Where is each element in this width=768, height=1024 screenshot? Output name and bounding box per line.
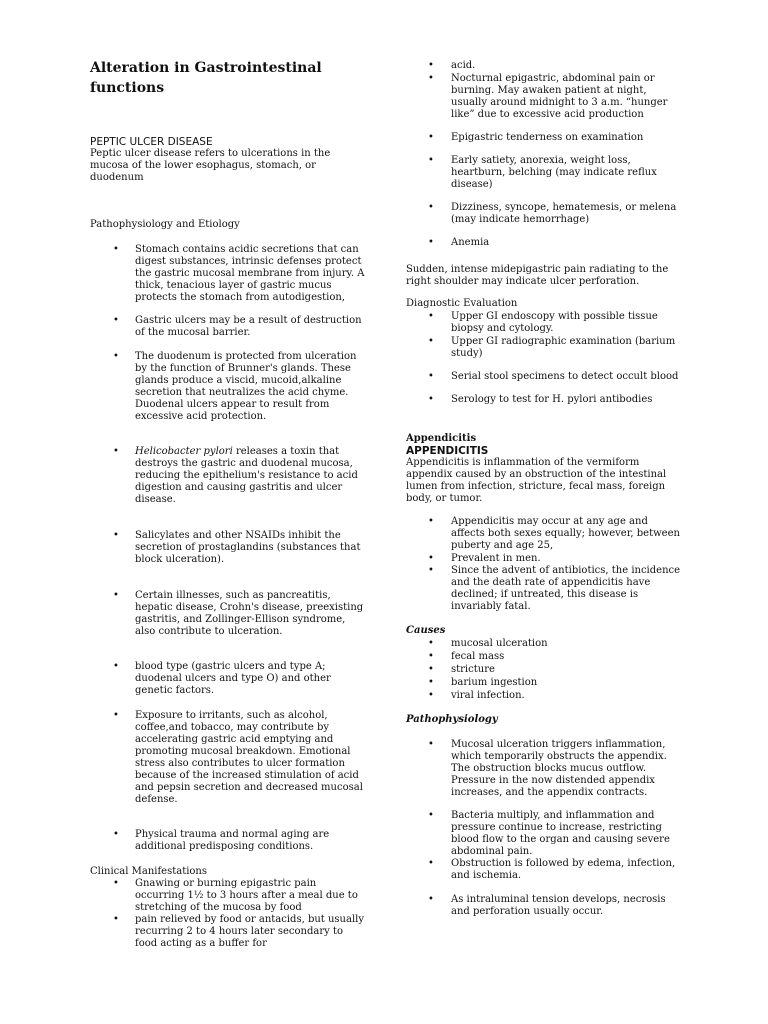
list-item: • Stomach contains acidic secretions that can digest substances, intrinsic defenses protect the gastric mucosal membrane from injury. A thick, tenacious layer of gastric mucus protects the stomach from autodigestion, bbox=[135, 244, 365, 304]
h-pylori-text: releases a toxin that destroys the gastric and duodenal mucosa, reducing the epithelium's resistance to acid digestion and causing gastritis and ulcer disease. bbox=[135, 446, 358, 505]
list-item: • Anemia bbox=[451, 237, 683, 249]
list-item: • Prevalent in men. bbox=[451, 553, 683, 565]
pud-heading: PEPTIC ULCER DISEASE bbox=[90, 136, 213, 148]
list-item: • Salicylates and other NSAIDs inhibit the secretion of prostaglandins (substances that block ulceration). bbox=[135, 530, 365, 566]
list-item: • Certain illnesses, such as pancreatitis, hepatic disease, Crohn's disease, preexisting gastritis, and Zollinger-Ellison syndrome, also contribute to ulceration. bbox=[135, 590, 365, 638]
appendicitis-intro: Appendicitis is inflammation of the vermiform appendix caused by an obstruction of the intestinal lumen from infection, stricture, fecal mass, foreign body, or tumor. bbox=[406, 457, 667, 504]
list-item: • Epigastric tenderness on examination bbox=[451, 132, 683, 144]
list-item: • pain relieved by food or antacids, but usually recurring 2 to 4 hours later secondary to food acting as a buffer for bbox=[135, 914, 365, 950]
list-item: • Nocturnal epigastric, abdominal pain or burning. May awaken patient at night, usually around midnight to 3 a.m. “hunger like” due to excessive acid production bbox=[451, 73, 683, 121]
list-item: • blood type (gastric ulcers and type A; duodenal ulcers and type O) and other genetic factors. bbox=[135, 661, 365, 697]
list-item: • The duodenum is protected from ulceration by the function of Brunner's glands. These glands produce a viscid, mucoid,alkaline secretion that neutralizes the acid chyme. Duodenal ulcers appear to result from excessive acid protection. bbox=[135, 351, 365, 423]
list-item: • Appendicitis may occur at any age and affects both sexes equally; however, between puberty and age 25, bbox=[451, 516, 683, 552]
list-item: • fecal mass bbox=[451, 651, 683, 663]
list-item: • Upper GI radiographic examination (barium study) bbox=[451, 336, 683, 360]
perforation-note: Sudden, intense midepigastric pain radiating to the right shoulder may indicate ulcer perforation. bbox=[406, 264, 669, 287]
list-item: • Dizziness, syncope, hematemesis, or melena (may indicate hemorrhage) bbox=[451, 202, 683, 226]
appendicitis-heading-caps: APPENDICITIS bbox=[406, 445, 489, 457]
list-item: • Gnawing or burning epigastric pain occurring 1½ to 3 hours after a meal due to stretching of the mucosa by food bbox=[135, 878, 365, 914]
list-item: • Exposure to irritants, such as alcohol, coffee,and tobacco, may contribute by accelerating gastric acid emptying and promoting mucosal breakdown. Emotional stress also contributes to ulcer formation because of the increased stimulation of acid and pepsin secretion and decreased mucosal defense. bbox=[135, 710, 365, 806]
list-item: • Bacteria multiply, and inflammation and pressure continue to increase, restricting blood flow to the organ and causing severe abdominal pain. bbox=[451, 810, 683, 858]
h-pylori-term: Helicobacter pylori bbox=[135, 446, 233, 457]
list-item: • Physical trauma and normal aging are additional predisposing conditions. bbox=[135, 829, 365, 853]
list-item: • Since the advent of antibiotics, the incidence and the death rate of appendicitis have declined; if untreated, this disease is invariably fatal. bbox=[451, 565, 683, 613]
appendicitis-heading: Appendicitis bbox=[406, 433, 477, 444]
list-item: • As intraluminal tension develops, necrosis and perforation usually occur. bbox=[451, 894, 683, 918]
list-item: • barium ingestion bbox=[451, 677, 683, 689]
list-item bbox=[135, 446, 365, 506]
list-item: • Obstruction is followed by edema, infection, and ischemia. bbox=[451, 858, 683, 882]
list-item: • acid. bbox=[451, 60, 683, 72]
list-item: • Mucosal ulceration triggers inflammation, which temporarily obstructs the appendix. The obstruction blocks mucus outflow. Pressure in the now distended appendix increases, and the appendix contracts. bbox=[451, 739, 683, 799]
list-item: • Serial stool specimens to detect occult blood bbox=[451, 371, 683, 383]
pud-patho-heading: Pathophysiology and Etiology bbox=[90, 219, 240, 230]
list-item: • viral infection. bbox=[451, 690, 683, 702]
list-item: • stricture bbox=[451, 664, 683, 676]
list-item: • Gastric ulcers may be a result of destruction of the mucosal barrier. bbox=[135, 315, 365, 339]
list-item: • Early satiety, anorexia, weight loss, heartburn, belching (may indicate reflux disease) bbox=[451, 155, 683, 191]
list-item: • Upper GI endoscopy with possible tissue biopsy and cytology. bbox=[451, 311, 683, 335]
diag-heading: Diagnostic Evaluation bbox=[406, 298, 518, 309]
causes-heading: Causes bbox=[406, 625, 446, 636]
page-title: Alteration in Gastrointestinal functions bbox=[90, 60, 322, 96]
list-item: • Serology to test for H. pylori antibodies bbox=[451, 394, 683, 406]
pud-intro: Peptic ulcer disease refers to ulcerations in the mucosa of the lower esophagus, stomach, or duodenum bbox=[90, 148, 331, 183]
clinical-heading: Clinical Manifestations bbox=[90, 866, 208, 877]
appendicitis-patho-heading: Pathophysiology bbox=[406, 714, 498, 725]
list-item: • mucosal ulceration bbox=[451, 638, 683, 650]
